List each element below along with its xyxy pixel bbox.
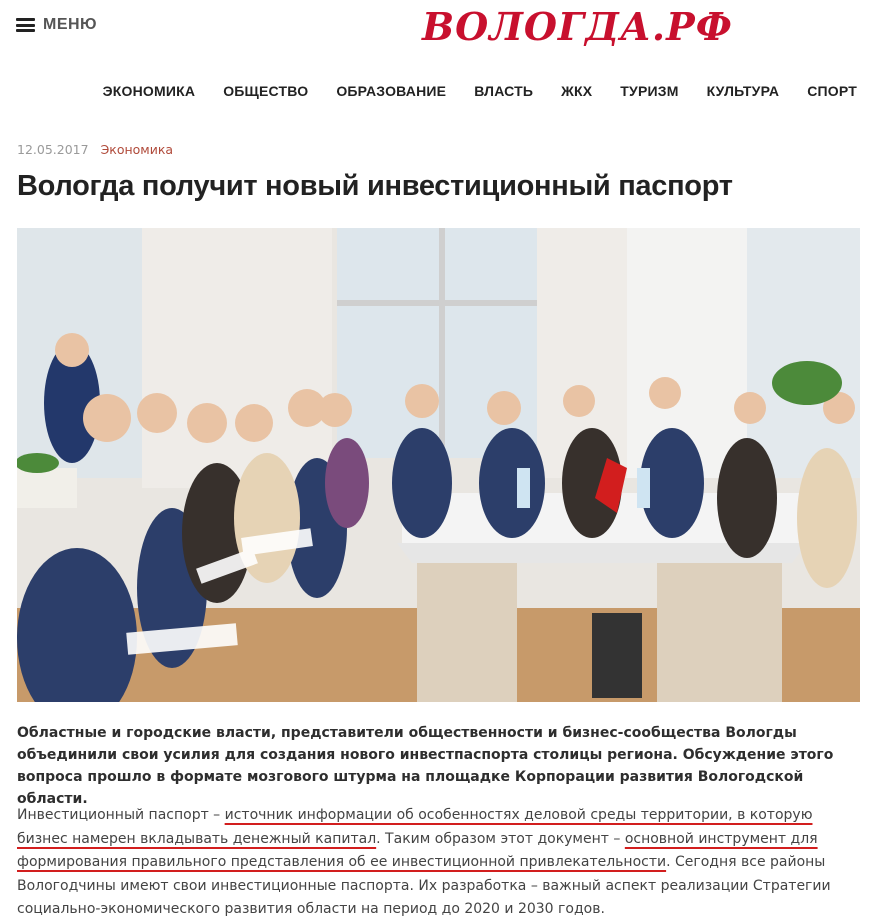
- article-title: Вологда получит новый инвестиционный паспорт: [17, 170, 733, 202]
- article-category-link[interactable]: Экономика: [100, 142, 174, 157]
- body-text-1: Инвестиционный паспорт –: [17, 807, 225, 823]
- nav-item-housing[interactable]: ЖКХ: [561, 83, 593, 99]
- nav-item-sport[interactable]: СПОРТ: [807, 83, 857, 99]
- nav-item-culture[interactable]: КУЛЬТУРА: [706, 83, 780, 99]
- nav-item-government[interactable]: ВЛАСТЬ: [474, 83, 534, 99]
- nav-item-society[interactable]: ОБЩЕСТВО: [223, 83, 309, 99]
- article-meta: [17, 142, 173, 157]
- article-date: 12.05.2017: [17, 142, 89, 157]
- nav-item-economy[interactable]: ЭКОНОМИКА: [102, 83, 196, 99]
- nav-item-tourism[interactable]: ТУРИЗМ: [620, 83, 679, 99]
- hamburger-icon: [16, 18, 35, 32]
- body-text-3: . Сегодня все районы Вологодчины имеют свои инвестиционные паспорта. Их разработка – важный аспект реализации Стратегии социально-экономического развития области на период до 2020 и 2030 годов.: [17, 854, 831, 917]
- menu-label: МЕНЮ: [43, 16, 98, 33]
- article-lead: Областные и городские власти, представители общественности и бизнес-сообщества Вологды объединили свои усилия для создания нового инвестпаспорта столицы региона. Обсуждение этого вопроса прошло в формате мозгового штурма на площадке Корпорации развития Вологодской области.: [17, 725, 834, 807]
- body-text-2: . Таким образом этот документ –: [376, 830, 625, 847]
- menu-button[interactable]: [16, 16, 97, 34]
- body-highlight-2: основной инструмент для формирования правильного представления об ее инвестиционной привлекательности: [17, 830, 818, 870]
- article-photo: [17, 228, 860, 702]
- article-body: [17, 804, 862, 922]
- nav-item-education[interactable]: ОБРАЗОВАНИЕ: [336, 83, 447, 99]
- site-logo[interactable]: ВОЛОГДА.РФ: [422, 4, 733, 49]
- body-highlight-1: источник информации об особенностях деловой среды территории, в которую бизнес намерен вкладывать денежный капитал: [17, 807, 813, 847]
- main-nav: [103, 83, 857, 99]
